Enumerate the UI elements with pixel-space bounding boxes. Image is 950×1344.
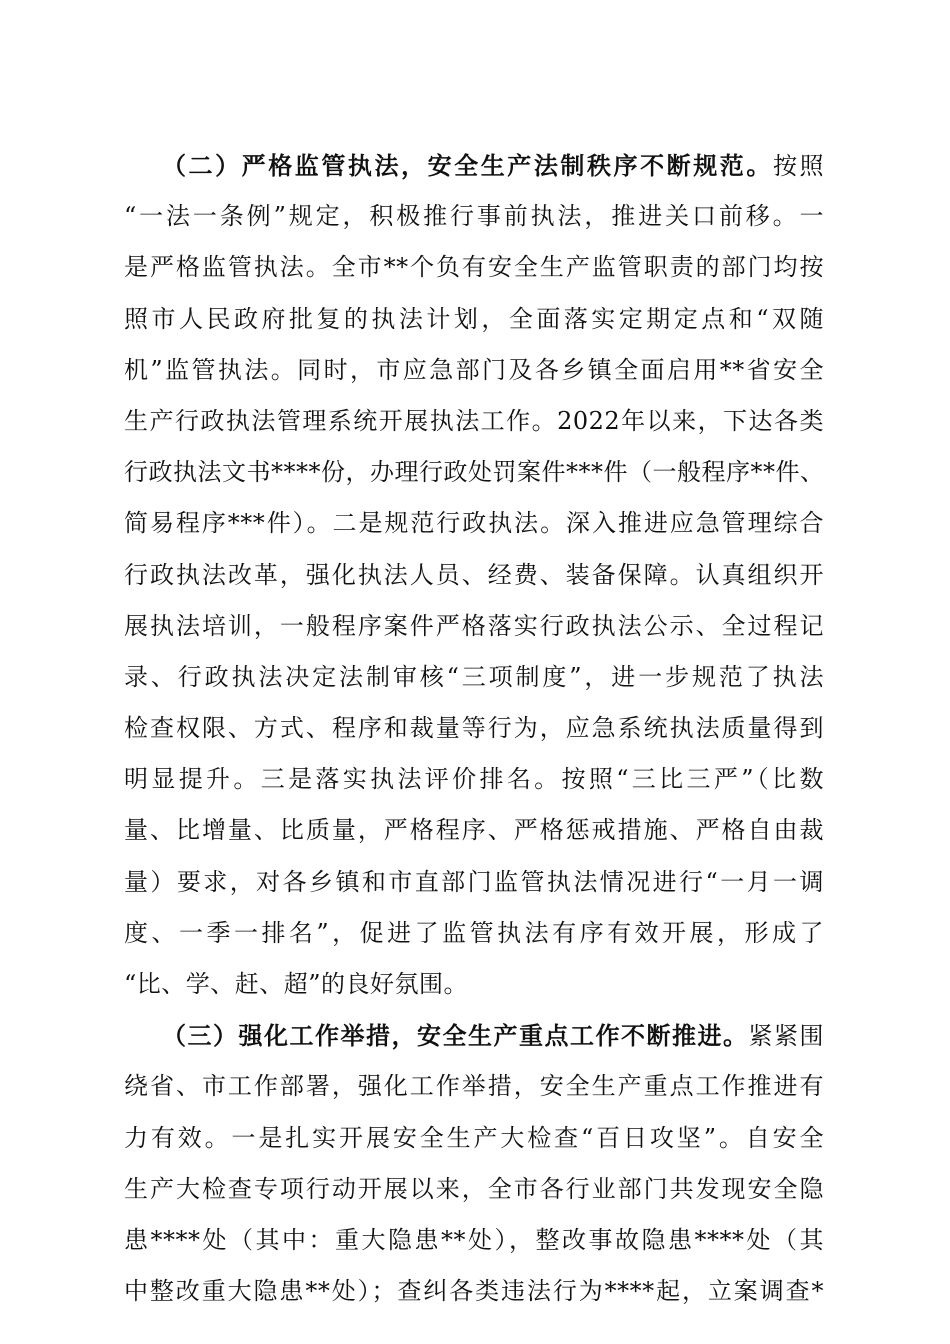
section2-line-8: 行政执法改革，强化执法人员、经费、装备保障。认真组织开 bbox=[124, 560, 824, 589]
section3-heading-line bbox=[124, 1010, 824, 1061]
section2-line-9: 展执法培训，一般程序案件严格落实行政执法公示、全过程记 bbox=[124, 611, 824, 640]
section3-line-0: 紧紧围 bbox=[748, 1022, 824, 1051]
section3-line-2: 力有效。一是扎实开展安全生产大检查“百日攻坚”。自安全 bbox=[124, 1123, 824, 1152]
section2-line-13: 量、比增量、比质量，严格程序、严格惩戒措施、严格自由裁 bbox=[124, 816, 824, 845]
section2-line-16: “比、学、赶、超”的良好氛围。 bbox=[124, 970, 469, 998]
section3-heading: （三）强化工作举措，安全生产重点工作不断推进。 bbox=[162, 1021, 749, 1051]
section2-line-1: “一法一条例”规定，积极推行事前执法，推进关口前移。一 bbox=[124, 202, 824, 231]
section3-line-3: 生产大检查专项行动开展以来，全市各行业部门共发现安全隐 bbox=[124, 1174, 824, 1203]
section2-line-3: 照市人民政府批复的执法计划，全面落实定期定点和“双随 bbox=[124, 304, 824, 333]
section2-heading: （二）严格监管执法，安全生产法制秩序不断规范。 bbox=[162, 151, 773, 180]
section2-line-11: 检查权限、方式、程序和裁量等行为，应急系统执法质量得到 bbox=[124, 714, 824, 743]
section2-line-10: 录、行政执法决定法制审核“三项制度”，进一步规范了执法 bbox=[124, 662, 824, 691]
section3-line-4: 患****处（其中：重大隐患**处），整改事故隐患****处（其 bbox=[124, 1225, 824, 1254]
section2-line-7: 简易程序***件）。二是规范行政执法。深入推进应急管理综合 bbox=[124, 509, 824, 538]
section3-line-5: 中整改重大隐患**处）；查纠各类违法行为****起，立案调查* bbox=[124, 1277, 824, 1306]
section2-line-5: 生产行政执法管理系统开展执法工作。2022年以来，下达各类 bbox=[124, 406, 824, 435]
section3-line-1: 绕省、市工作部署，强化工作举措，安全生产重点工作推进有 bbox=[124, 1072, 824, 1101]
section2-line-6: 行政执法文书****份，办理行政处罚案件***件（一般程序**件、 bbox=[124, 458, 825, 487]
section2-line-15: 度、一季一排名”，促进了监管执法有序有效开展，形成了 bbox=[124, 918, 824, 947]
section2-line-14: 量）要求，对各乡镇和市直部门监管执法情况进行“一月一调 bbox=[124, 867, 824, 896]
section2-line-4: 机”监管执法。同时，市应急部门及各乡镇全面启用**省安全 bbox=[124, 355, 824, 384]
section2-line-2: 是严格监管执法。全市**个负有安全生产监管职责的部门均按 bbox=[124, 253, 824, 282]
section2-heading-line bbox=[124, 140, 824, 191]
section2-line-12: 明显提升。三是落实执法评价排名。按照“三比三严”（比数 bbox=[124, 765, 824, 794]
section2-line-0: 按照 bbox=[772, 152, 824, 180]
document-body bbox=[124, 140, 824, 1317]
